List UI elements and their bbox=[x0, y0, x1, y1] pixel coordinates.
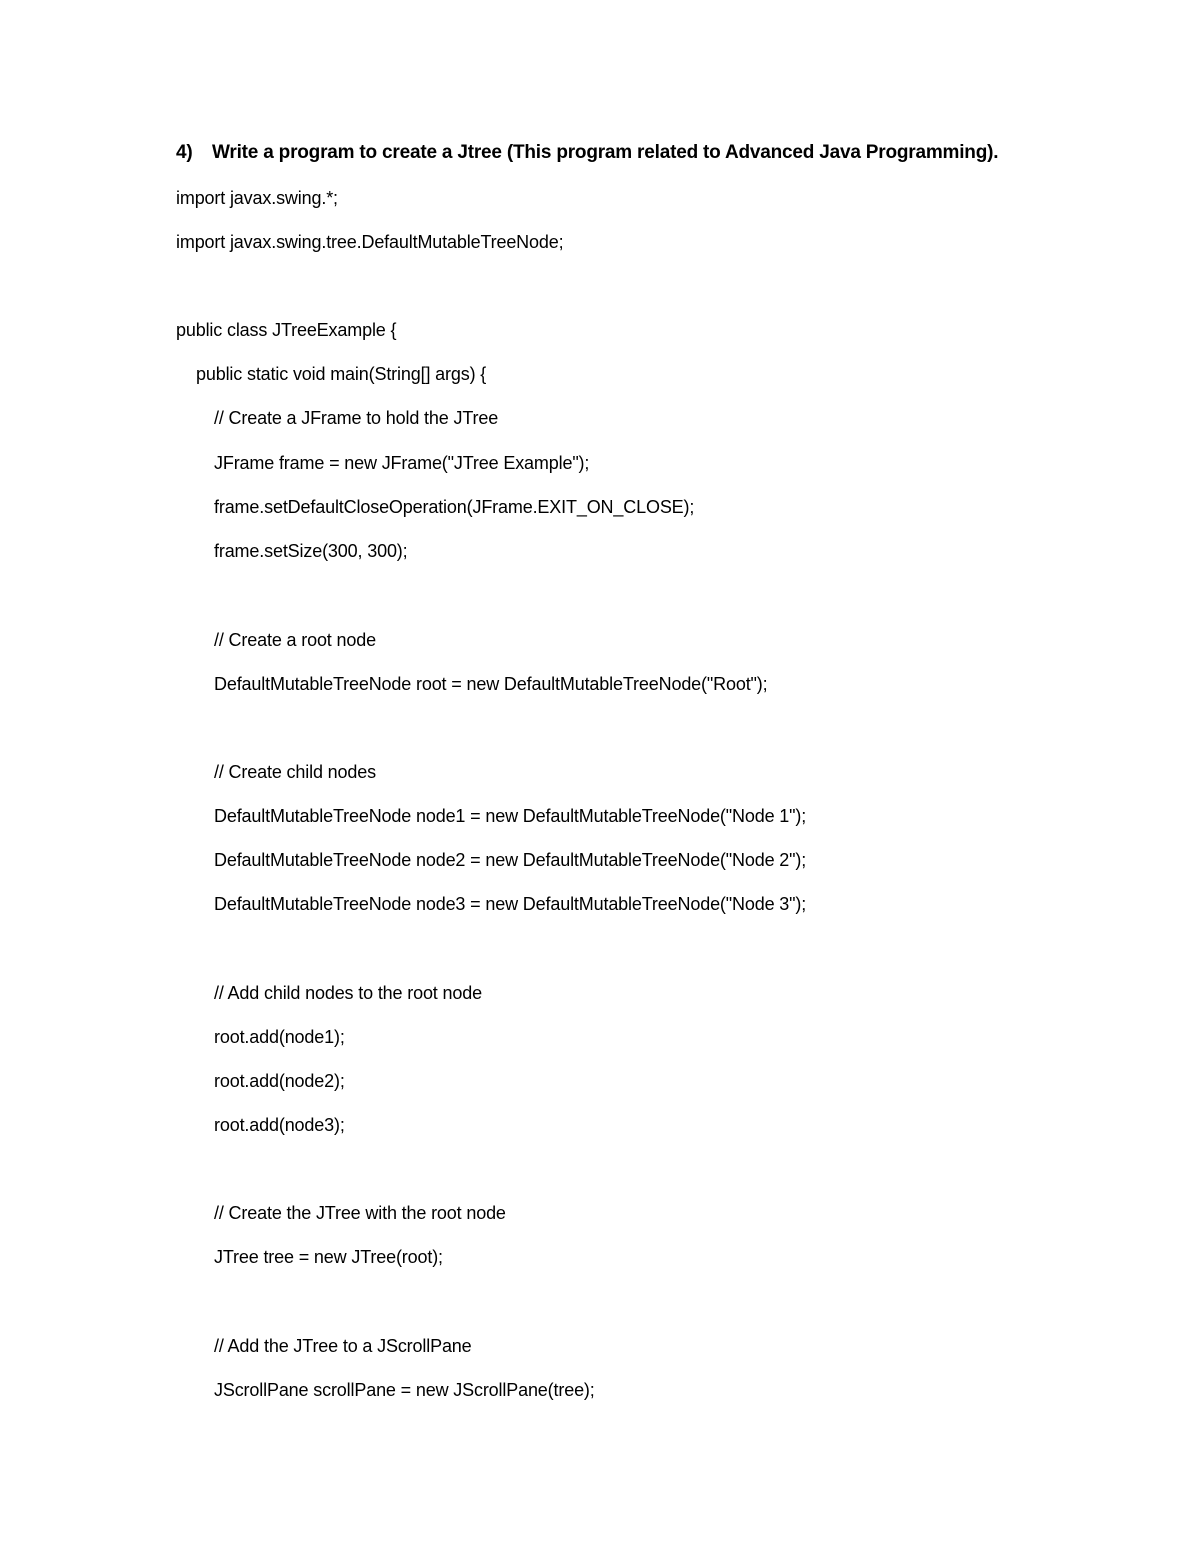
code-line: JFrame frame = new JFrame("JTree Example"); bbox=[214, 453, 590, 473]
code-line: DefaultMutableTreeNode node1 = new DefaultMutableTreeNode("Node 1"); bbox=[214, 806, 807, 826]
code-comment: // Add the JTree to a JScrollPane bbox=[214, 1336, 472, 1356]
code-line-class-declaration: public class JTreeExample { bbox=[176, 320, 397, 340]
code-line: root.add(node2); bbox=[214, 1071, 345, 1091]
code-line-import-tree: import javax.swing.tree.DefaultMutableTreeNode; bbox=[176, 232, 564, 252]
code-line: DefaultMutableTreeNode root = new DefaultMutableTreeNode("Root"); bbox=[214, 674, 768, 694]
code-comment: // Create child nodes bbox=[214, 762, 376, 782]
code-comment: // Add child nodes to the root node bbox=[214, 983, 482, 1003]
question-text: Write a program to create a Jtree (This program related to Advanced Java Programming). bbox=[212, 142, 999, 163]
code-comment: // Create the JTree with the root node bbox=[214, 1203, 506, 1223]
code-line-main-method: public static void main(String[] args) { bbox=[196, 364, 487, 384]
code-line: JScrollPane scrollPane = new JScrollPane(tree); bbox=[214, 1380, 595, 1400]
question-heading bbox=[176, 142, 998, 164]
code-line: frame.setSize(300, 300); bbox=[214, 541, 408, 561]
code-line: DefaultMutableTreeNode node3 = new DefaultMutableTreeNode("Node 3"); bbox=[214, 894, 807, 914]
code-line: DefaultMutableTreeNode node2 = new DefaultMutableTreeNode("Node 2"); bbox=[214, 850, 807, 870]
code-line: root.add(node3); bbox=[214, 1115, 345, 1135]
question-number: 4) bbox=[176, 142, 193, 163]
code-line: frame.setDefaultCloseOperation(JFrame.EXIT_ON_CLOSE); bbox=[214, 497, 695, 517]
code-comment: // Create a root node bbox=[214, 630, 376, 650]
code-comment: // Create a JFrame to hold the JTree bbox=[214, 408, 499, 428]
code-line: JTree tree = new JTree(root); bbox=[214, 1247, 443, 1267]
code-line-import-swing: import javax.swing.*; bbox=[176, 188, 338, 208]
code-line: root.add(node1); bbox=[214, 1027, 345, 1047]
